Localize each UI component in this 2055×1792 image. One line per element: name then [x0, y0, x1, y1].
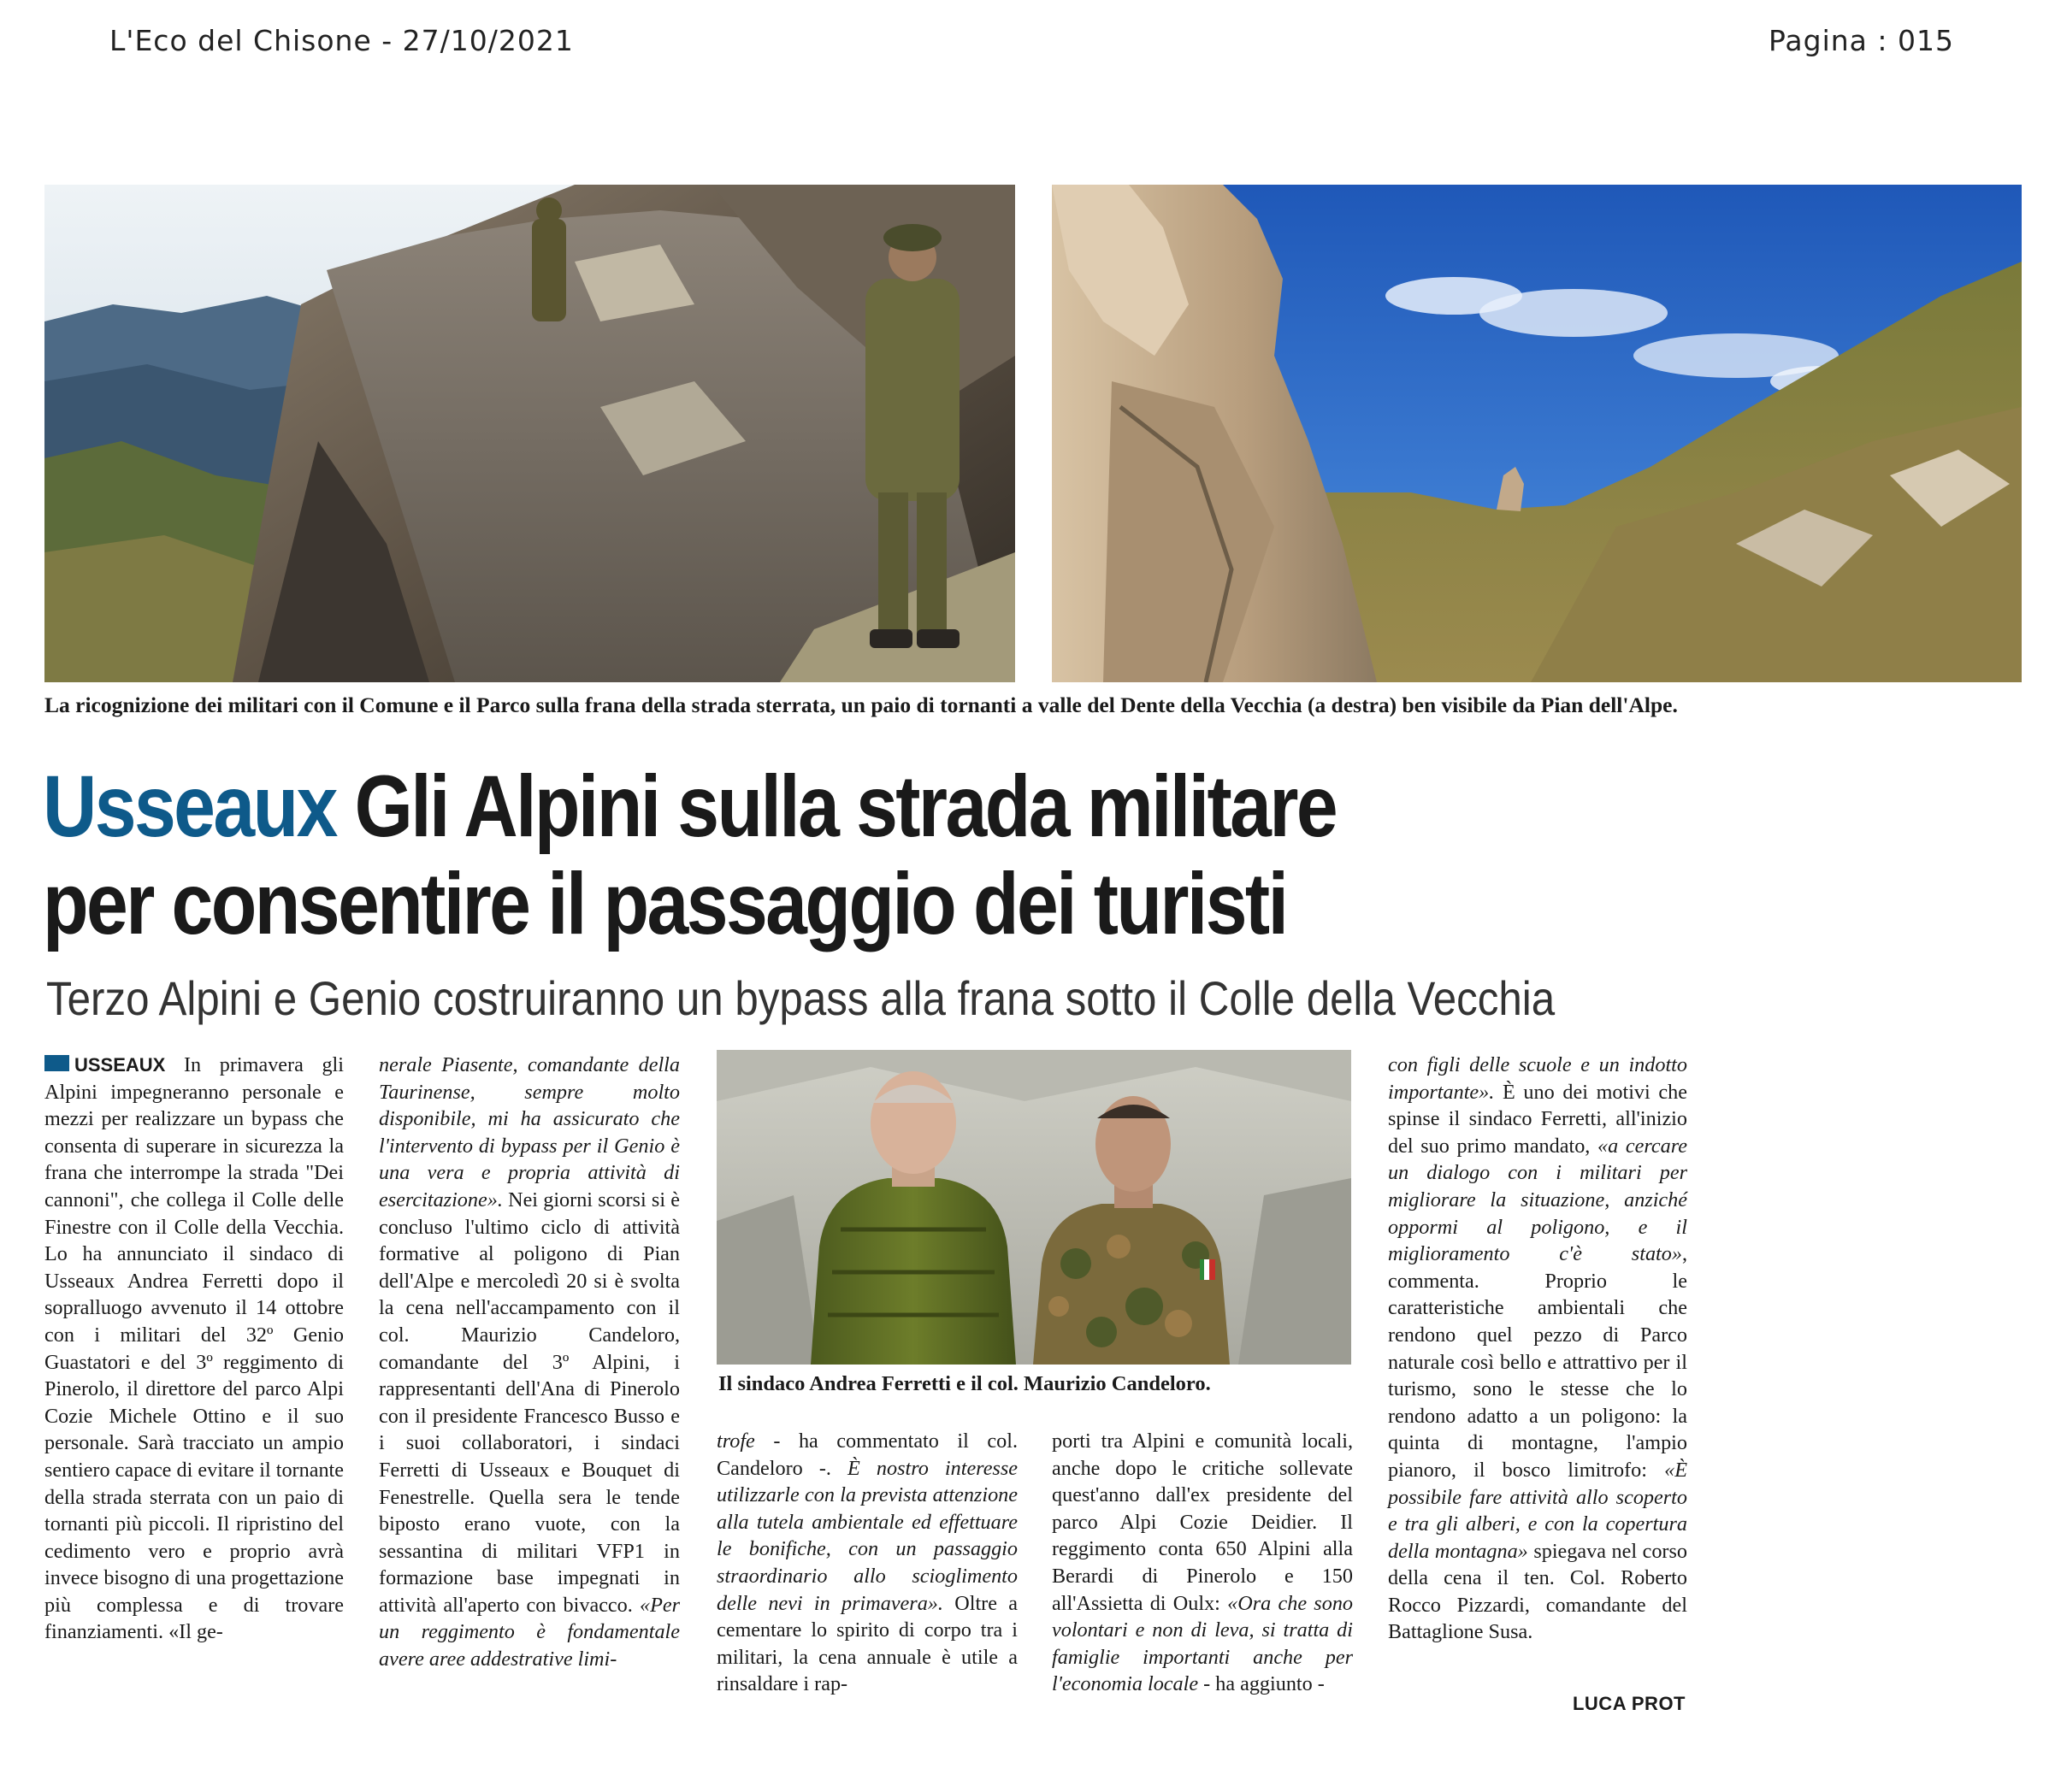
dateline-marker	[44, 1055, 69, 1071]
column-4-text-a: porti tra Alpini e comunità locali, anche dopo le critiche sollevate quest'anno dall'ex presidente del parco Alpi Cozie Deidier. Il reggimento conta 650 Alpini alla Berardi di Pinerolo e 150 all'Assietta di Oulx:	[1052, 1429, 1353, 1615]
quote-indotto: con figli delle scuole e un indotto importante».	[1388, 1053, 1687, 1104]
quote-reggimento: «Per un reggimento è fondamentale avere aree addestrative limi-	[379, 1593, 680, 1671]
column-2-text: Nei giorni scorsi si è concluso l'ultimo ciclo di attività formative al poligono di Pian dell'Alpe e mercoledì 20 si è svolta la cena nell'accampamento con il col. Maurizio Candeloro, comandante del 3º Alpini, i rappresentanti dell'Ana di Pinerolo con il presidente Francesco Busso e i suoi collaboratori, i sindaci Ferretti di Usseaux e Bouquet di Fenestrelle. Quella sera le tende biposto erano vuote, con la sessantina di militari VFP1 in formazione base impegnati in attività all'aperto con bivacco.	[379, 1188, 680, 1617]
newspaper-title-date: L'Eco del Chisone - 27/10/2021	[109, 24, 574, 57]
article-column-2	[379, 1052, 680, 1673]
headline-kicker: Usseaux	[43, 757, 336, 855]
column-5-text-c: spiegava nel corso della cena il ten. Col. Roberto Rocco Pizzardi, comandante del Battaglione Susa.	[1388, 1539, 1687, 1644]
quote-attivita: «È possibile fare attività allo scoperto e tra gli alberi, e con la copertura della montagna»	[1388, 1458, 1687, 1563]
quote-generale: nerale Piasente, comandante della Taurinense, sempre molto disponibile, mi ha assicurato che l'intervento di bypass per il Genio è una vera e propria attività di esercitazione».	[379, 1053, 680, 1211]
column-1-text: In primavera gli Alpini impegneranno personale e mezzi per realizzare un bypass che consenta di superare in sicurezza la frana che interrompe la strada "Dei cannoni", che collega il Colle delle Finestre con il Colle della Vecchia. Lo ha annunciato il sindaco di Usseaux Andrea Ferretti dopo il sopralluogo avvenuto il 14 ottobre con i militari del 32º Genio Guastatori e del 3º reggimento di Pinerolo, il direttore del parco Alpi Cozie Michele Ottino e il suo personale. Sarà tracciato un ampio sentiero capace di evitare il tornante della strada sterrata con un paio di tornanti più piccoli. Il ripristino del cedimento vero e proprio avrà invece bisogno di una progettazione più complessa e di trovare finanziamenti. «Il ge-	[44, 1053, 344, 1644]
photo-soldiers-path	[44, 185, 1015, 682]
photo-dente-della-vecchia	[1052, 185, 2022, 682]
headline-line1: Gli Alpini sulla strada militare	[354, 757, 1337, 855]
quote-candeloro: È nostro interesse utilizzarle con la prevista attenzione alla tutela ambientale ed effettuare le bonifiche, con un passaggio straordinario allo scioglimento delle nevi in primavera».	[717, 1456, 1018, 1615]
top-photo-caption: La ricognizione dei militari con il Comune e il Parco sulla frana della strada sterrata, un paio di tornanti a valle del Dente della Vecchia (a destra) ben visibile da Pian dell'Alpe.	[44, 693, 1678, 717]
article-column-4	[1052, 1428, 1353, 1698]
article-column-1	[44, 1052, 344, 1646]
column-3-text-a: - ha commentato il col. Candeloro -.	[717, 1429, 1018, 1480]
article-column-5	[1388, 1052, 1687, 1646]
photo-mayor-colonel	[717, 1050, 1351, 1365]
byline: LUCA PROT	[1572, 1693, 1686, 1714]
page-number: Pagina : 015	[1769, 24, 1954, 57]
quote-trofe: trofe	[717, 1429, 755, 1453]
column-4-text-b: - ha aggiunto -	[1198, 1672, 1325, 1696]
headline	[43, 757, 1757, 952]
column-5-text-b: , commenta. Proprio le caratteristiche ambientali che rendono quel pezzo di Parco naturale così bello e attrattivo per il turismo, sono le stesse che lo rendono adatto a un poligono: la quinta di montagne, l'ampio pianoro, il bosco limitrofo:	[1388, 1242, 1687, 1482]
column-5-text-a: È uno dei motivi che spinse il sindaco Ferretti, all'inizio del suo primo mandato,	[1388, 1080, 1687, 1158]
quote-dialogo: «a cercare un dialogo con i militari per migliorare la situazione, anziché oppormi al poligono, e il miglioramento c'è stato»	[1388, 1134, 1687, 1266]
column-3-text-b: Oltre a cementare lo spirito di corpo tra i militari, la cena annuale è utile a rinsaldare i rap-	[717, 1591, 1019, 1696]
dateline: USSEAUX	[74, 1054, 166, 1076]
article-column-3	[717, 1428, 1018, 1698]
headline-line2: per consentire il passaggio dei turisti	[43, 855, 1287, 952]
subtitle: Terzo Alpini e Genio costruiranno un bypass alla frana sotto il Colle della Vecchia	[46, 971, 1556, 1025]
middle-photo-caption: Il sindaco Andrea Ferretti e il col. Maurizio Candeloro.	[718, 1372, 1211, 1395]
quote-volontari: «Ora che sono volontari e non di leva, si tratta di famiglie importanti anche per l'economia locale	[1052, 1591, 1354, 1696]
